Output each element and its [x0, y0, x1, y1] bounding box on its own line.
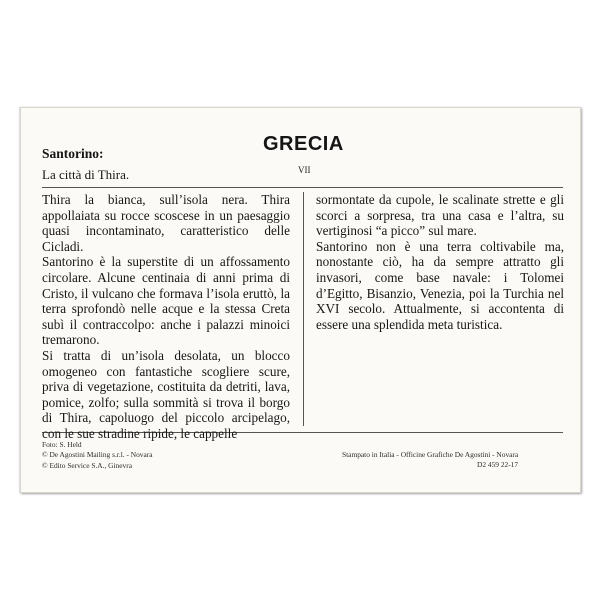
top-divider [42, 187, 563, 188]
product-code: D2 459 22-17 [477, 460, 519, 470]
photo-credit: Foto: S. Held [42, 440, 82, 449]
credits [42, 440, 153, 471]
left-column [42, 192, 290, 442]
printer-info [342, 450, 518, 471]
copyright-line: © De Agostini Mailing s.r.l. - Novara [42, 450, 153, 460]
subject-heading: Santorino: [42, 146, 104, 161]
right-column [316, 192, 564, 332]
subtitle: La città di Thira. [42, 167, 130, 182]
paragraph: Santorino è la superstite di un affossamento circolare. Alcune centinaia di anni prima di Cristo, il vulcano che formava l’isola eruttò, la terra sprofondò nelle acque e la stessa Creta subì il contraccolpo: anche i palazzi minoici tremarono. [42, 254, 290, 348]
paragraph: Si tratta di un’isola desolata, un blocco omogeneo con fantastiche scogliere scure, priva di vegetazione, costituita da detriti, lava, pomice, zolfo; sulla sommità si trova il borgo di Thira, capoluogo del piccolo arcipelago, con le sue stradine ripide, le cappelle [42, 347, 290, 441]
copyright-line: © Edito Service S.A., Ginevra [42, 460, 132, 470]
printer-line: Stampato in Italia - Officine Grafiche De Agostini - Novara [342, 450, 519, 459]
paragraph: Thira la bianca, sull’isola nera. Thira appollaiata su rocce scoscese in un paesaggio quasi incontaminato, caratteristico delle Cicladi. [42, 192, 290, 254]
column-divider [303, 192, 304, 426]
paragraph: sormontate da cupole, le scalinate strette e gli scorci a sorpresa, tra una casa e l’altra, su vertiginosi “a picco” sul mare. [316, 192, 564, 239]
paragraph: Santorino non è una terra coltivabile ma, nonostante ciò, ha da sempre attratto gli invasori, come base navale: i Tolomei d’Egitto, Bisanzio, Venezia, poi la Turchia nel XVI secolo. Attualmente, si accontenta di essere una splendida meta turistica. [316, 238, 564, 332]
page-title: GRECIA [263, 133, 344, 155]
plate-number: VII [298, 165, 311, 175]
